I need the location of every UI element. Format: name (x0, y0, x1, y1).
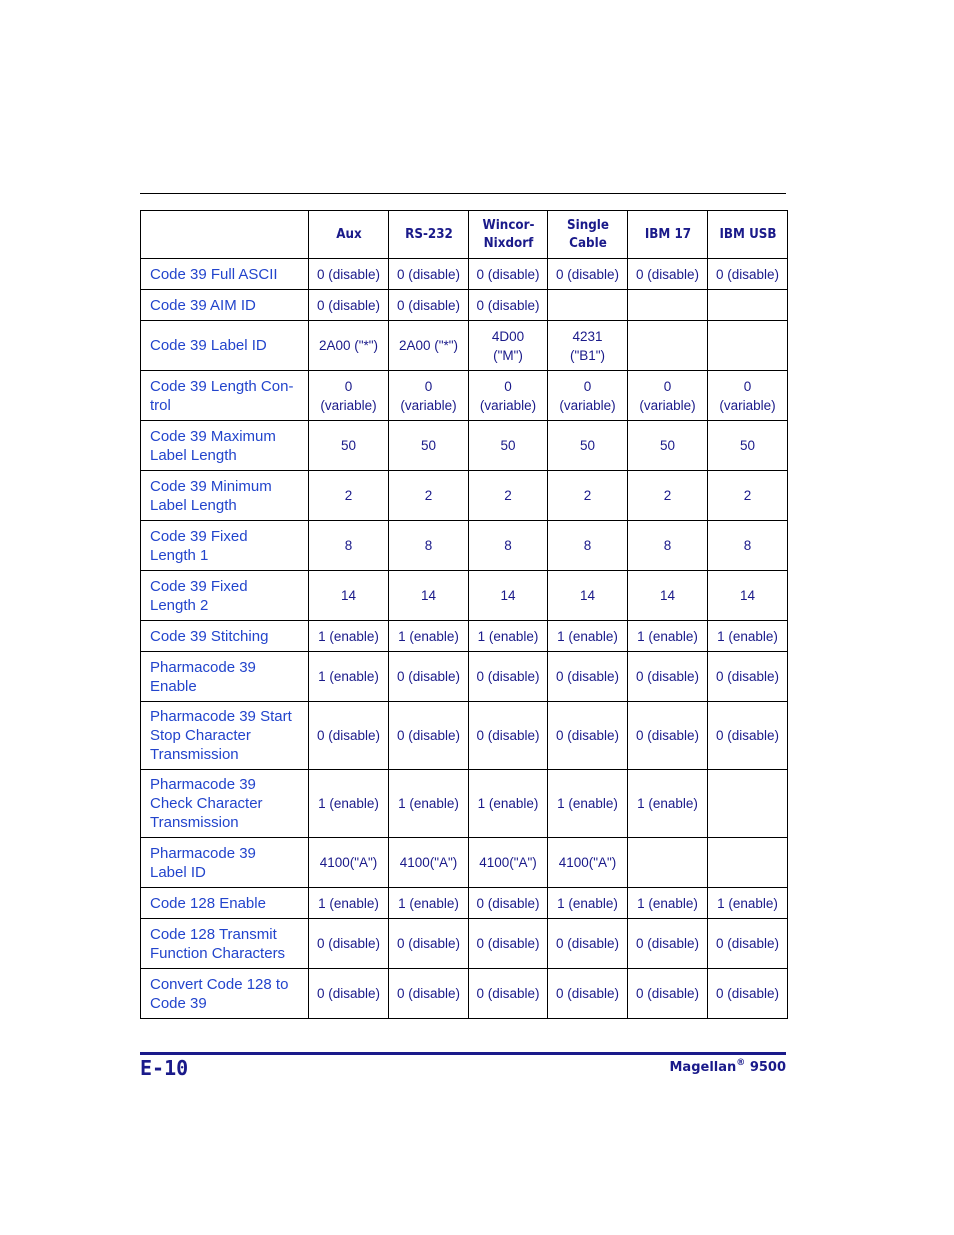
value-cell: 2A00 ("*") (309, 321, 389, 371)
value-cell: 0 (disable) (469, 290, 548, 321)
value-cell: 0 (disable) (469, 652, 548, 702)
feature-name-cell: Pharmacode 39 Label ID (141, 838, 309, 888)
value-cell: 8 (389, 521, 469, 571)
value-cell: 1 (enable) (548, 621, 628, 652)
table-row (141, 421, 788, 471)
value-cell (628, 838, 708, 888)
value-cell: 0 (disable) (708, 652, 788, 702)
value-cell: 4100("A") (309, 838, 389, 888)
column-header-feature (141, 211, 309, 259)
table-row (141, 919, 788, 969)
value-cell: 0 (disable) (628, 969, 708, 1019)
value-cell: 0 (disable) (628, 259, 708, 290)
value-cell: 1 (enable) (708, 888, 788, 919)
registered-mark: ® (736, 1058, 746, 1068)
feature-name-cell: Code 39 Stitching (141, 621, 309, 652)
value-cell: 2A00 ("*") (389, 321, 469, 371)
table-row (141, 770, 788, 838)
value-cell: 0 (disable) (309, 702, 389, 770)
value-cell: 4100("A") (548, 838, 628, 888)
feature-name-cell: Code 39 Fixed Length 1 (141, 521, 309, 571)
value-cell: 0 (disable) (309, 919, 389, 969)
table-row (141, 888, 788, 919)
value-cell: 1 (enable) (548, 888, 628, 919)
feature-name-cell: Code 128 Enable (141, 888, 309, 919)
value-cell: 0 (disable) (548, 259, 628, 290)
feature-name-cell: Code 39 Maximum Label Length (141, 421, 309, 471)
table-row (141, 969, 788, 1019)
feature-name-cell: Code 39 Label ID (141, 321, 309, 371)
value-cell: 1 (enable) (389, 621, 469, 652)
feature-name-cell: Pharmacode 39 Check Character Transmission (141, 770, 309, 838)
value-cell: 1 (enable) (628, 888, 708, 919)
value-cell: 0 (variable) (469, 371, 548, 421)
value-cell: 0 (disable) (708, 702, 788, 770)
value-cell (708, 838, 788, 888)
feature-name-cell: Code 39 Length Con- trol (141, 371, 309, 421)
value-cell: 14 (708, 571, 788, 621)
value-cell: 4D00 ("M") (469, 321, 548, 371)
value-cell (628, 321, 708, 371)
value-cell: 0 (disable) (548, 652, 628, 702)
product-name (670, 1060, 787, 1075)
value-cell: 1 (enable) (309, 888, 389, 919)
feature-name-cell: Pharmacode 39 Start Stop Character Transmission (141, 702, 309, 770)
value-cell: 0 (variable) (309, 371, 389, 421)
value-cell: 8 (548, 521, 628, 571)
value-cell (708, 770, 788, 838)
value-cell: 0 (disable) (708, 969, 788, 1019)
value-cell: 0 (disable) (469, 259, 548, 290)
page-number: E-10 (140, 1056, 189, 1080)
value-cell: 14 (469, 571, 548, 621)
table-row (141, 471, 788, 521)
value-cell: 2 (548, 471, 628, 521)
value-cell: 0 (disable) (389, 259, 469, 290)
value-cell: 50 (469, 421, 548, 471)
value-cell: 8 (628, 521, 708, 571)
value-cell: 0 (disable) (548, 702, 628, 770)
value-cell: 0 (disable) (389, 969, 469, 1019)
column-header-aux: Aux (312, 211, 386, 259)
value-cell: 14 (309, 571, 389, 621)
feature-name-cell: Code 128 Transmit Function Characters (141, 919, 309, 969)
value-cell: 0 (variable) (628, 371, 708, 421)
feature-name-cell: Code 39 Minimum Label Length (141, 471, 309, 521)
value-cell: 0 (disable) (548, 919, 628, 969)
value-cell: 14 (628, 571, 708, 621)
feature-name-cell: Code 39 Fixed Length 2 (141, 571, 309, 621)
value-cell: 0 (disable) (628, 702, 708, 770)
table-row (141, 259, 788, 290)
value-cell: 0 (disable) (628, 919, 708, 969)
value-cell: 50 (548, 421, 628, 471)
value-cell: 1 (enable) (708, 621, 788, 652)
table-row (141, 521, 788, 571)
value-cell: 14 (548, 571, 628, 621)
value-cell (628, 290, 708, 321)
value-cell: 0 (disable) (309, 259, 389, 290)
table-row (141, 838, 788, 888)
value-cell: 1 (enable) (389, 770, 469, 838)
value-cell: 0 (disable) (469, 919, 548, 969)
value-cell: 0 (disable) (469, 702, 548, 770)
value-cell: 1 (enable) (628, 621, 708, 652)
value-cell: 2 (628, 471, 708, 521)
value-cell: 2 (389, 471, 469, 521)
value-cell: 14 (389, 571, 469, 621)
table-row (141, 290, 788, 321)
footer-rule (140, 1052, 786, 1055)
table-row (141, 371, 788, 421)
feature-name-cell: Convert Code 128 to Code 39 (141, 969, 309, 1019)
value-cell: 0 (variable) (708, 371, 788, 421)
value-cell: 0 (disable) (469, 969, 548, 1019)
value-cell: 1 (enable) (469, 770, 548, 838)
column-header-single-cable: Single Cable (551, 211, 625, 259)
value-cell: 50 (309, 421, 389, 471)
value-cell: 50 (389, 421, 469, 471)
value-cell: 0 (disable) (708, 919, 788, 969)
column-header-wincor-nixdorf: Wincor- Nixdorf (472, 211, 545, 259)
value-cell: 1 (enable) (309, 770, 389, 838)
value-cell: 50 (628, 421, 708, 471)
feature-name-cell: Code 39 AIM ID (141, 290, 309, 321)
feature-name-cell: Pharmacode 39 Enable (141, 652, 309, 702)
column-header-rs232: RS-232 (392, 211, 466, 259)
table-header-row (141, 211, 788, 259)
value-cell: 1 (enable) (469, 621, 548, 652)
value-cell: 1 (enable) (628, 770, 708, 838)
default-settings-table (140, 210, 788, 1019)
value-cell: 1 (enable) (309, 652, 389, 702)
value-cell (708, 290, 788, 321)
column-header-ibm-usb: IBM USB (711, 211, 785, 259)
value-cell: 0 (disable) (389, 702, 469, 770)
value-cell: 8 (469, 521, 548, 571)
value-cell: 2 (708, 471, 788, 521)
table-row (141, 652, 788, 702)
column-header-ibm17: IBM 17 (631, 211, 705, 259)
value-cell: 0 (variable) (548, 371, 628, 421)
value-cell: 50 (708, 421, 788, 471)
header-rule (140, 193, 786, 194)
value-cell: 0 (disable) (469, 888, 548, 919)
table-row (141, 621, 788, 652)
table-row (141, 321, 788, 371)
value-cell: 0 (disable) (309, 969, 389, 1019)
feature-name-cell: Code 39 Full ASCII (141, 259, 309, 290)
value-cell: 4231 ("B1") (548, 321, 628, 371)
value-cell: 2 (469, 471, 548, 521)
value-cell: 2 (309, 471, 389, 521)
value-cell: 0 (variable) (389, 371, 469, 421)
value-cell: 0 (disable) (389, 290, 469, 321)
value-cell: 4100("A") (389, 838, 469, 888)
table-row (141, 702, 788, 770)
value-cell: 0 (disable) (628, 652, 708, 702)
value-cell: 0 (disable) (389, 652, 469, 702)
table-row (141, 571, 788, 621)
product-model: 9500 (749, 1060, 786, 1075)
value-cell: 0 (disable) (309, 290, 389, 321)
value-cell (708, 321, 788, 371)
value-cell: 8 (309, 521, 389, 571)
value-cell: 4100("A") (469, 838, 548, 888)
value-cell: 1 (enable) (389, 888, 469, 919)
value-cell: 0 (disable) (389, 919, 469, 969)
value-cell: 0 (disable) (708, 259, 788, 290)
value-cell: 1 (enable) (309, 621, 389, 652)
value-cell: 0 (disable) (548, 969, 628, 1019)
product-brand: Magellan (669, 1060, 737, 1075)
value-cell: 8 (708, 521, 788, 571)
value-cell (548, 290, 628, 321)
value-cell: 1 (enable) (548, 770, 628, 838)
